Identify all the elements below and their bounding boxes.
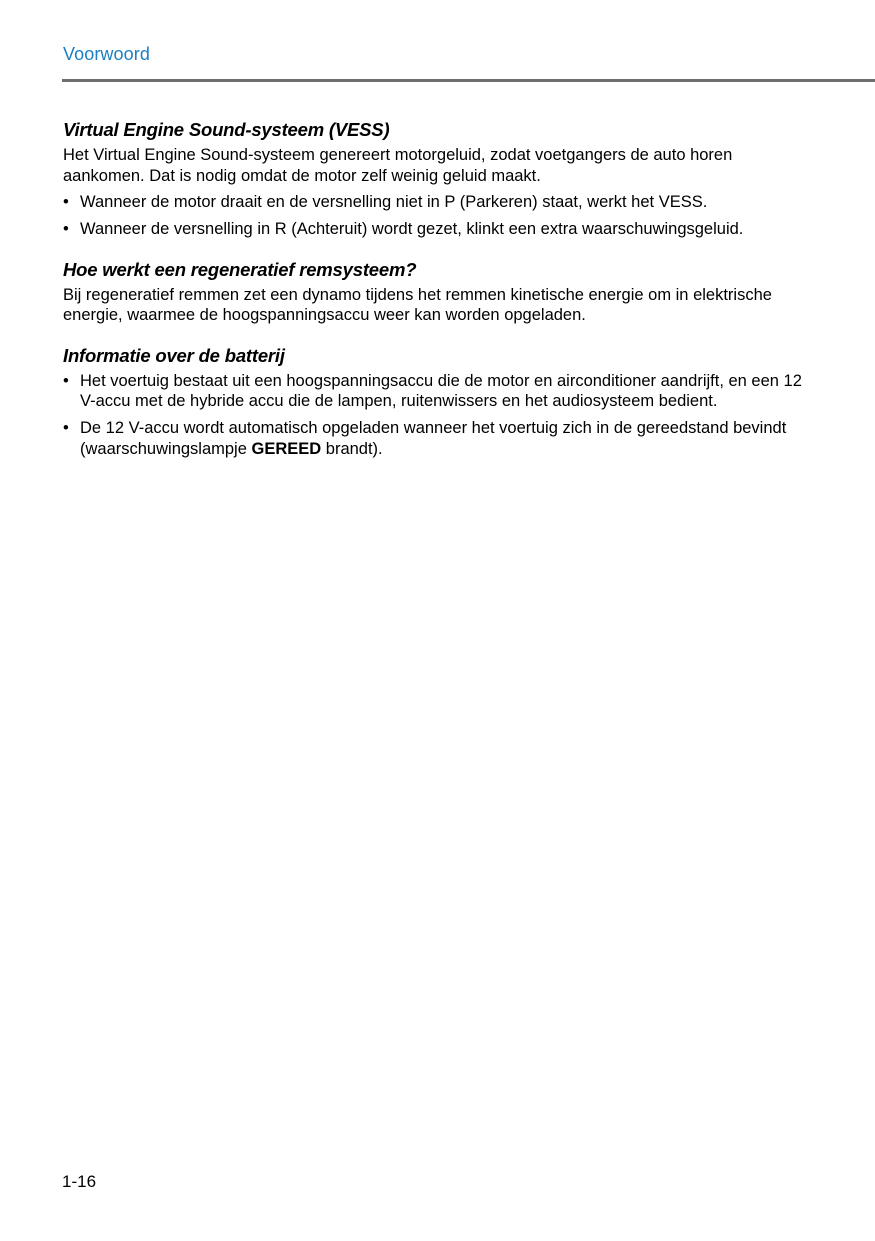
list-item bbox=[63, 192, 803, 213]
page-content bbox=[63, 118, 803, 477]
list-item-text: Het voertuig bestaat uit een hoogspanningsaccu die de motor en airconditioner aandrijft, en een 12 V-accu met de hybride accu die de lampen, ruitenwissers en het audiosysteem bedient. bbox=[80, 371, 802, 410]
section-regenerative-braking bbox=[63, 258, 803, 326]
bullet-list bbox=[63, 192, 803, 240]
bullet-icon: • bbox=[63, 220, 69, 238]
bullet-list bbox=[63, 371, 803, 460]
list-item-text bbox=[80, 419, 786, 458]
list-item-text: Wanneer de versnelling in R (Achteruit) wordt gezet, klinkt een extra waarschuwingsgeluid. bbox=[80, 220, 744, 238]
section-paragraph: Het Virtual Engine Sound-systeem genereert motorgeluid, zodat voetgangers de auto horen aankomen. Dat is nodig omdat de motor zelf weinig geluid maakt. bbox=[63, 146, 733, 185]
section-heading: Virtual Engine Sound-systeem (VESS) bbox=[63, 119, 390, 140]
page-number: 1-16 bbox=[62, 1172, 97, 1191]
section-vess bbox=[63, 118, 803, 240]
section-battery-info bbox=[63, 344, 803, 460]
section-header-title: Voorwoord bbox=[63, 44, 150, 64]
bullet-icon: • bbox=[63, 371, 69, 390]
list-item bbox=[63, 219, 803, 240]
bullet-icon: • bbox=[63, 419, 69, 437]
ready-indicator-label: GEREED bbox=[251, 439, 322, 458]
list-item-text-start: De 12 V-accu wordt automatisch opgeladen wanneer het voertuig zich in de gereedstand bevindt (waarschuwingslampje bbox=[80, 419, 787, 458]
list-item-text: Wanneer de motor draait en de versnelling niet in P (Parkeren) staat, werkt het VESS. bbox=[80, 193, 708, 211]
list-item bbox=[63, 371, 803, 412]
section-heading: Informatie over de batterij bbox=[63, 344, 285, 366]
header-divider bbox=[62, 79, 875, 82]
list-item-text-end: brandt). bbox=[321, 439, 383, 458]
bullet-icon: • bbox=[63, 193, 69, 211]
section-paragraph: Bij regeneratief remmen zet een dynamo tijdens het remmen kinetische energie om in elektrische energie, waarmee de hoogspanningsaccu weer kan worden opgeladen. bbox=[63, 285, 772, 324]
section-heading: Hoe werkt een regeneratief remsysteem? bbox=[63, 258, 417, 280]
list-item bbox=[63, 418, 803, 459]
